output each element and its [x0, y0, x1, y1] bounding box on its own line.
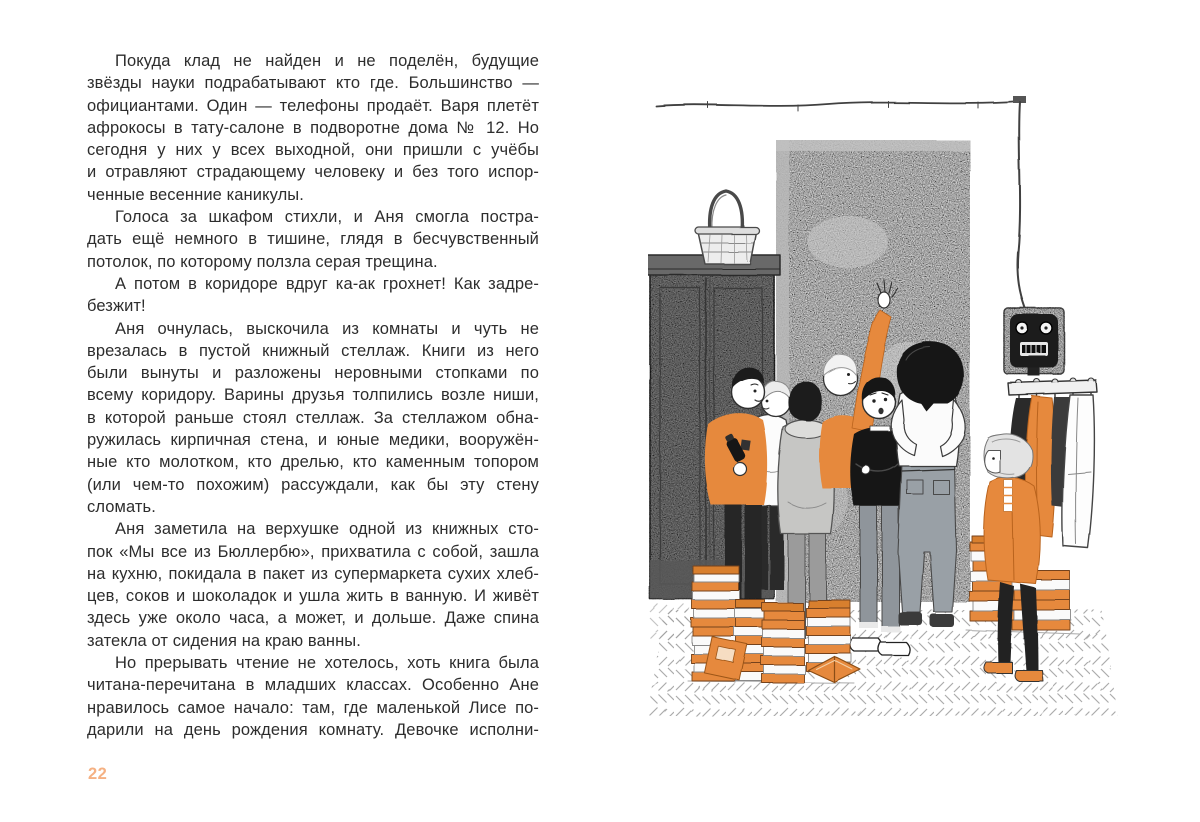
text-line: (или чем-то похожим) рассуждали, как бы эту стену: [87, 475, 539, 494]
text-line: ные кто молотком, кто дрелью, кто каменным топором: [87, 453, 539, 472]
text-line: пок «Мы все из Бюллербю», прихватила с собой, зашла: [87, 542, 539, 561]
basket: [695, 191, 759, 264]
text-line: Аня очнулась, выскочила из комнаты и чуть не: [115, 319, 539, 338]
text-line: ружилась кирпичная стена, и юные медики, вооружён-: [87, 431, 539, 450]
text-line: Аня заметила на верхушке одной из книжных сто-: [115, 520, 539, 539]
text-line: сегодня у них у всех выходной, они пришли с учёбы: [87, 141, 539, 160]
text-line: врезалась в пустой книжный стеллаж. Книги из него: [87, 341, 539, 360]
text-line: дать ещё немного в тишине, глядя в бесчувственный: [87, 230, 539, 249]
text-line: А потом в коридоре вдруг ка-ак грохнет! Как задре-: [115, 274, 539, 293]
text-line: потолок, по которому ползла серая трещина.: [87, 252, 438, 271]
body-text: [87, 50, 539, 741]
text-line: нравилось самое начало: там, где маленькой Лисе по-: [87, 698, 539, 717]
text-line: и отравляют страдающему человеку и без того испор-: [87, 163, 539, 182]
illustration: [648, 82, 1118, 718]
text-line: были вынуты и разложены неровными стопками по: [87, 364, 539, 383]
text-line: сломать.: [87, 497, 156, 516]
text-line: всему коридору. Варины друзья толпились возле ниши,: [87, 386, 539, 405]
text-line: на кухню, покидала в пакет из супермаркета сухих хлеб-: [87, 564, 539, 583]
coat-white: [1062, 395, 1094, 548]
text-line: Голоса за шкафом стихли, и Аня смогла постра-: [115, 208, 539, 227]
text-line: здесь уже около часа, а может, и дольше. Даже спина: [87, 609, 539, 628]
page-number: 22: [88, 765, 108, 783]
electric-meter: [1004, 308, 1064, 376]
text-line: затекла от сидения на краю ванны.: [87, 631, 361, 650]
text-line: Но прерывать чтение не хотелось, хоть книга была: [115, 654, 539, 673]
text-line: официантами. Один — телефоны продаёт. Варя плетёт: [87, 96, 539, 115]
text-line: цев, соков и шоколадок и ушла жить в ванную. И живёт: [87, 587, 539, 606]
text-line: Покуда клад не найден и не поделён, будущие: [115, 52, 539, 70]
text-line: в которой раньше стоял стеллаж. За стеллажом обна-: [87, 408, 539, 427]
text-line: ченные весенние каникулы.: [87, 185, 304, 204]
text-line: безжит!: [87, 297, 146, 316]
text-line: дарили на день рождения комнату. Девочке исполни-: [87, 720, 539, 739]
text-line: читана-перечитана в младших классах. Особенно Ане: [87, 676, 539, 695]
text-line: звёзды науки подрабатывают кто где. Большинство —: [87, 74, 539, 93]
text-line: афрокосы в тату-салоне в подворотне дома № 12. Но: [87, 118, 539, 137]
